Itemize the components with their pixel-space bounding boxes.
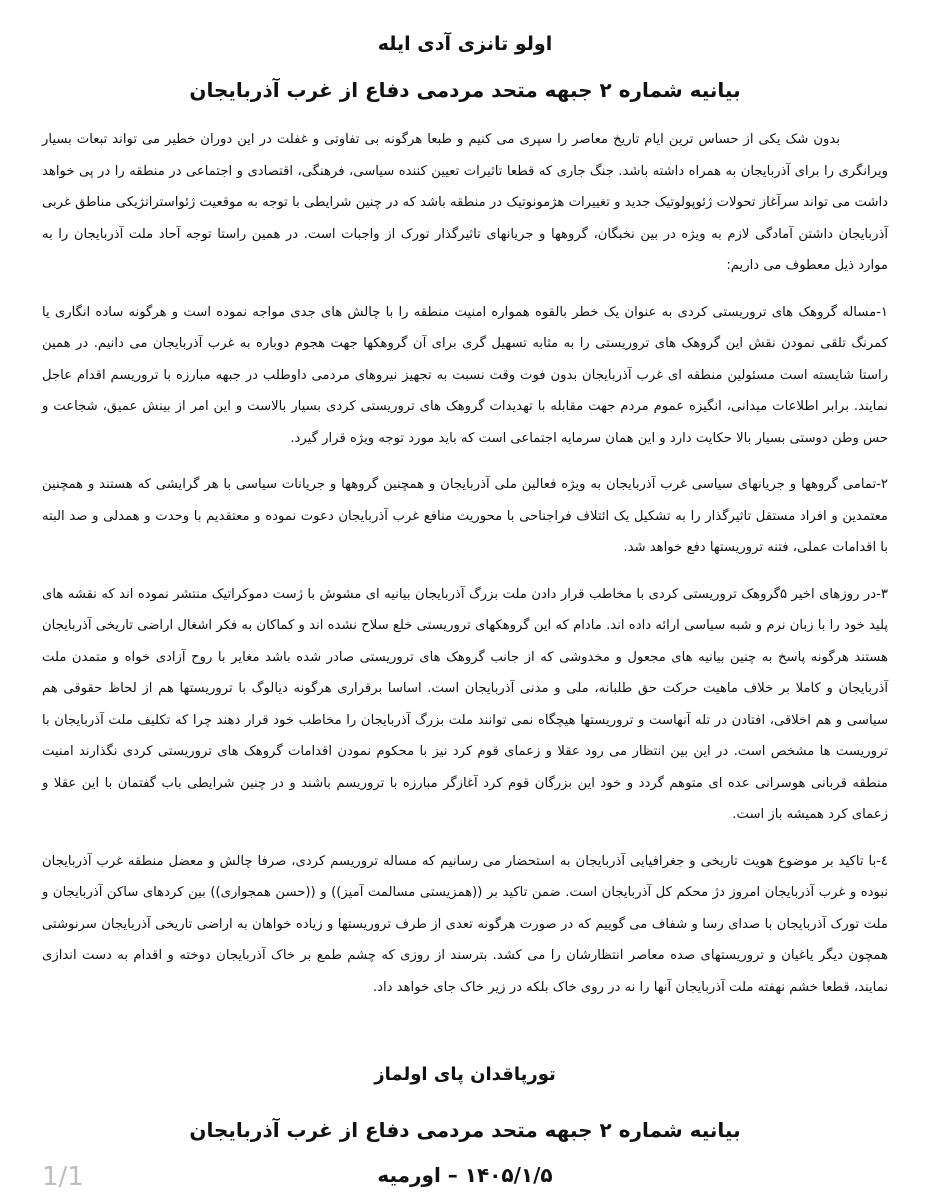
page-number: 1/1 [42, 1162, 84, 1192]
statement-title: بیانیه شماره ۲ جبهه متحد مردمی دفاع از غرب آذربایجان [189, 78, 741, 102]
point-1-paragraph: ۱-مساله گروهک های تروریستی کردی به عنوان یک خطر بالقوه همواره امنیت منطقه را با چالش های جدی مواجه نموده است و هرگونه ساده انگاری یا کمرنگ تلقی نمودن نقش این گروهک های تروریستی را به مثابه تسهیل گری برای آن گروهکها جهت هجوم دوباره به غرب آذربایجان می دانیم. در همین راستا شایسته است مسئولین منطقه ای غرب آذربایجان بدون فوت وقت نسبت به تجهیز نیروهای مردمی داوطلب در جبهه مبارزه با تروریسم اقدام عاجل نمایند. برابر اطلاعات میدانی، انگیزه عموم مردم جهت مقابله با تهدیدات گروهک های تروریستی کردی بسیار بالاست و این امر از بینش عمیق، شجاعت و حس وطن دوستی بسیار بالا حکایت دارد و این همان سرمایه اجتماعی است که باید مورد توجه ویژه قرار گیرد. [42, 304, 888, 446]
footer-date-location: ۱۴۰۵/۱/۵ – اورمیه [377, 1163, 553, 1187]
point-3-paragraph: ۳-در روزهای اخیر ۵گروهک تروریستی کردی با مخاطب قرار دادن ملت بزرگ آذربایجان بیانیه ای مشوش با ژست دموکراتیک منتشر نموده اند که نقشه های پلید خود را با زبان نرم و شبه سیاسی ارائه داده اند. مادام که این گروهکهای تروریستی خلع سلاح نشده اند و کماکان به فکر اشغال اراضی تاریخی آذربایجان هستند هرگونه پاسخ به چنین بیانیه های مجعول و مخدوشی که از جانب گروهک های تروریستی صادر شده باشد مغایر با روح آزادی خواه و متمدن ملت آذربایجان و کاملا بر خلاف ماهیت حرکت حق طلبانه، ملی و مدنی آذربایجان است. اساسا برقراری هرگونه دیالوگ با تروریستها هم از لحاظ حقوقی هم سیاسی و هم اخلاقی، افتادن در تله آنهاست و تروریستها هیچگاه نمی توانند ملت بزرگ آذربایجان را مخاطب خود قرار دهند چرا که تکلیف ملت آذربایجان با تروریست ها مشخص است. در این بین انتظار می رود عقلا و زعمای قوم کرد نیز با محکوم نمودن اقدامات گروهک های تروریستی کردی نگذارند امنیت منطقه قربانی هوسرانی عده ای متوهم گردد و خود این بزرگان قوم کرد آغازگر مبارزه با تروریسم باشند و در چنین شرایطی باب گفتمان با این عقلا و زعمای کرد همیشه باز است. [42, 586, 889, 822]
intro-paragraph: بدون شک یکی از حساس ترین ایام تاریخ معاصر را سپری می کنیم و طبعا هرگونه بی تفاوتی و غفلت در این دوران خطیر می تواند تبعات بسیار ویرانگری را برای آذربایجان به همراه داشته باشد. جنگ جاری که قطعا تاثیرات تعیین کننده سیاسی، فرهنگی، اقتصادی و اجتماعی در منطقه را در پی خواهد داشت می تواند سرآغاز تحولات ژئوپولوتیک جدید و تغییرات هژمونوتیک در منطقه باشد که در چنین شرایطی با توجه به موقعیت ژئواستراتژیکی مناطق غربی آذربایجان داشتن آمادگی لازم به ویژه در بین نخبگان، گروهها و جریانهای تاثیرگذار تورک از واجبات است. در همین راستا توجه آحاد ملت آذربایجان را به موارد ذیل معطوف می داریم: [42, 132, 888, 273]
footer-statement-title: بیانیه شماره ۲ جبهه متحد مردمی دفاع از غرب آذربایجان [189, 1118, 741, 1142]
point-4-paragraph: ٤-با تاکید بر موضوع هویت تاریخی و جغرافیایی آذربایجان به استحضار می رسانیم که مساله تروریسم کردی، صرفا چالش و معضل منطقه غرب آذربایجان نبوده و غرب آذربایجان امروز دژ محکم کل آذربایجان است. ضمن تاکید بر ((همزیستی مسالمت آمیز)) و ((حسن همجواری)) بین کردهای ساکن آذربایجان و ملت تورک آذربایجان با صدای رسا و شفاف می گوییم که در صورت هرگونه تعدی از طرف تروریستها و زیاده خواهان به اراضی تاریخی آذربایجان سرنوشتی همچون دیگر یاغیان و تروریستهای صده معاصر انتظارشان را می کشد. بترسند از روزی که چشم طمع بر خاک آذربایجان دوخته و اقدام به دست اندازی نمایند، قطعا خشم نهفته ملت آذربایجان آنها را نه در روی خاک بلکه در زیر خاک جای خواهد داد. [42, 853, 888, 995]
point-2-paragraph: ۲-تمامی گروهها و جریانهای سیاسی غرب آذربایجان به ویژه فعالین ملی آذربایجان و همچنین گروهها و جریانات سیاسی با هر گرایشی که هستند و همچنین معتمدین و افراد مستقل تاثیرگذار را به تشکیل یک ائتلاف فراجناحی با محوریت منافع غرب آذربایجان دعوت نموده و معتقدیم با وحدت و همدلی و صد البته با اقدامات عملی، فتنه تروریستها دفع خواهد شد. [42, 477, 888, 555]
statement-body [42, 124, 888, 1018]
closing-slogan: تورپاقدان پای اولماز [374, 1064, 556, 1085]
opening-invocation: اولو تانزی آدی ایله [377, 33, 553, 55]
